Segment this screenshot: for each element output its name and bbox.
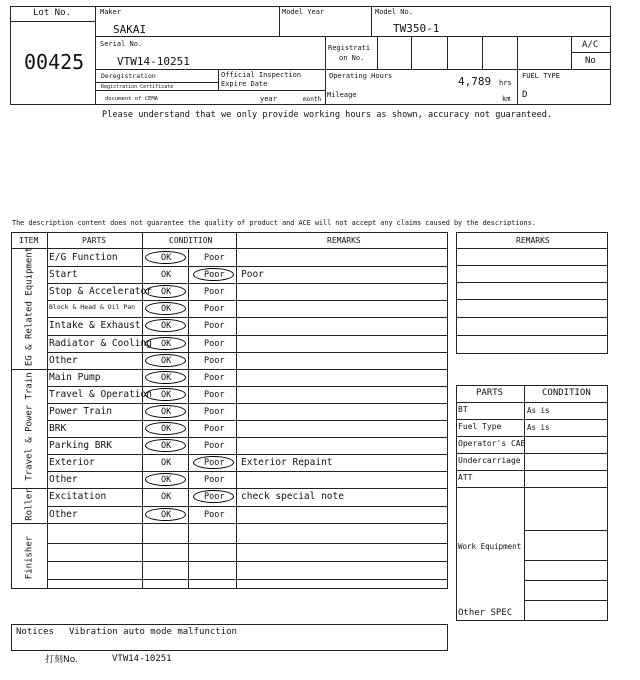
part-name: Other (49, 509, 78, 520)
condition-circle (145, 302, 186, 315)
right-remarks-header: REMARKS (516, 236, 550, 245)
col-condition-header: CONDITION (169, 236, 213, 245)
stamp-label: 打刻No. (45, 655, 78, 665)
other-spec-label: Other SPEC (458, 608, 513, 618)
model-year-label: Model Year (282, 8, 325, 16)
condition-ok: OK (161, 321, 172, 331)
notices-text: Vibration auto mode malfunction (69, 627, 237, 637)
condition-circle (145, 319, 186, 332)
serial-value: VTW14-10251 (117, 55, 190, 68)
condition-poor: Poor (204, 441, 225, 451)
part-name: Excitation (49, 491, 107, 502)
maker-label: Maker (100, 8, 122, 16)
condition-poor: Poor (204, 510, 225, 520)
registration-label-2: on No. (339, 54, 365, 62)
condition-poor: Poor (204, 407, 225, 417)
condition-circle (193, 490, 234, 503)
month-label: month (303, 96, 322, 103)
condition-poor: Poor (204, 304, 225, 314)
condition-ok: OK (161, 458, 172, 468)
part-name: Block & Head & Oil Pan (49, 303, 136, 311)
ac-label: A/C (582, 40, 599, 50)
operating-hours-value: 4,789 (458, 75, 492, 88)
condition-ok: OK (161, 356, 172, 366)
disclaimer: The description content does not guarantee the quality of product and ACE will not accept any claims caused by the descriptions. (12, 219, 536, 227)
right-parts-table (456, 385, 608, 621)
condition-circle (145, 354, 186, 367)
col-parts-header: PARTS (82, 236, 107, 245)
model-no-label: Model No. (375, 8, 413, 16)
accuracy-note: Please understand that we only provide working hours as shown, accuracy not guaranteed. (102, 110, 553, 120)
part-name: Other (49, 355, 78, 366)
right-parts-header: PARTS (476, 388, 504, 398)
right-part-condition: As is (527, 406, 550, 415)
condition-ok: OK (161, 339, 172, 349)
part-name: Stop & Accelerator (49, 286, 152, 297)
condition-poor: Poor (204, 270, 225, 280)
part-name: Power Train (49, 406, 112, 417)
condition-ok: OK (161, 407, 172, 417)
condition-poor: Poor (204, 339, 225, 349)
condition-ok: OK (161, 270, 172, 280)
condition-circle (145, 508, 186, 521)
condition-poor: Poor (204, 424, 225, 434)
right-part-name: Fuel Type (458, 422, 502, 431)
condition-ok: OK (161, 287, 172, 297)
condition-ok: OK (161, 253, 172, 263)
condition-circle (145, 285, 186, 298)
condition-ok: OK (161, 390, 172, 400)
condition-circle (193, 268, 234, 281)
operating-hours-label: Operating Hours (329, 72, 393, 80)
group-label-roller: Roller (24, 488, 35, 521)
right-condition-header: CONDITION (542, 388, 591, 398)
km-label: km (502, 95, 511, 103)
part-name: BRK (49, 423, 67, 434)
condition-poor: Poor (204, 390, 225, 400)
condition-ok: OK (161, 424, 172, 434)
part-name: E/G Function (49, 252, 118, 263)
remark-text: Exterior Repaint (241, 457, 333, 468)
fuel-type-label: FUEL TYPE (522, 72, 560, 80)
part-name: Parking BRK (49, 440, 112, 451)
group-label-travel: Travel & Power Train (24, 372, 35, 481)
cema-label: document of CEMA (105, 96, 158, 102)
work-equipment-label: Work Equipment (458, 542, 522, 551)
remark-text: check special note (241, 491, 344, 502)
col-item-header: ITEM (19, 236, 39, 245)
deregistration-label: Deregistration (101, 72, 156, 80)
condition-ok: OK (161, 373, 172, 383)
condition-poor: Poor (204, 373, 225, 383)
right-part-name: Operator's CAB (458, 439, 526, 448)
group-label-eg: EG & Related Equipment (24, 246, 35, 367)
condition-ok: OK (161, 304, 172, 314)
stamp-value: VTW14-10251 (112, 654, 172, 664)
condition-circle (145, 405, 186, 418)
condition-poor: Poor (204, 356, 225, 366)
part-name: Start (49, 269, 78, 280)
hrs-label: hrs (499, 79, 512, 87)
part-name: Radiator & Cooling (49, 338, 152, 349)
condition-ok: OK (161, 492, 172, 502)
ac-value: No (585, 56, 596, 66)
part-name: Travel & Operation (49, 389, 152, 400)
lot-number: 00425 (24, 50, 85, 74)
condition-poor: Poor (204, 253, 225, 263)
col-remarks-header: REMARKS (327, 236, 361, 245)
part-name: Other (49, 474, 78, 485)
part-name: Intake & Exhaust (49, 320, 141, 331)
condition-poor: Poor (204, 287, 225, 297)
part-name: Exterior (49, 457, 95, 468)
condition-circle (145, 422, 186, 435)
model-no-value: TW350-1 (393, 22, 440, 35)
condition-poor: Poor (204, 475, 225, 485)
part-name: Main Pump (49, 372, 101, 383)
inspection-label-2: Expire Date (221, 80, 268, 88)
condition-ok: OK (161, 441, 172, 451)
remark-text: Poor (241, 269, 264, 280)
lot-label: Lot No. (33, 8, 71, 18)
serial-label: Serial No. (100, 40, 143, 48)
fuel-type-value: D (522, 90, 528, 100)
condition-poor: Poor (204, 321, 225, 331)
condition-ok: OK (161, 510, 172, 520)
condition-poor: Poor (204, 492, 225, 502)
mileage-label: Mileage (327, 91, 357, 99)
right-part-name: Undercarriage (458, 456, 521, 465)
inspection-label: Official Inspection (221, 71, 302, 79)
condition-circle (145, 473, 186, 486)
notices-label: Notices (16, 627, 54, 637)
condition-circle (145, 439, 186, 452)
right-part-condition: As is (527, 423, 550, 432)
right-part-name: ATT (458, 473, 473, 482)
right-part-name: BT (458, 405, 468, 414)
group-label-finisher: Finisher (24, 535, 35, 580)
maker-value: SAKAI (113, 23, 147, 36)
year-label: year (260, 95, 277, 103)
condition-circle (145, 251, 186, 264)
condition-poor: Poor (204, 458, 225, 468)
registration-cert-label: Registration Certificate (101, 84, 174, 90)
condition-circle (145, 388, 186, 401)
registration-label: Registrati (328, 44, 371, 52)
condition-ok: OK (161, 475, 172, 485)
condition-circle (193, 456, 234, 469)
condition-circle (145, 371, 186, 384)
condition-circle (145, 337, 186, 350)
